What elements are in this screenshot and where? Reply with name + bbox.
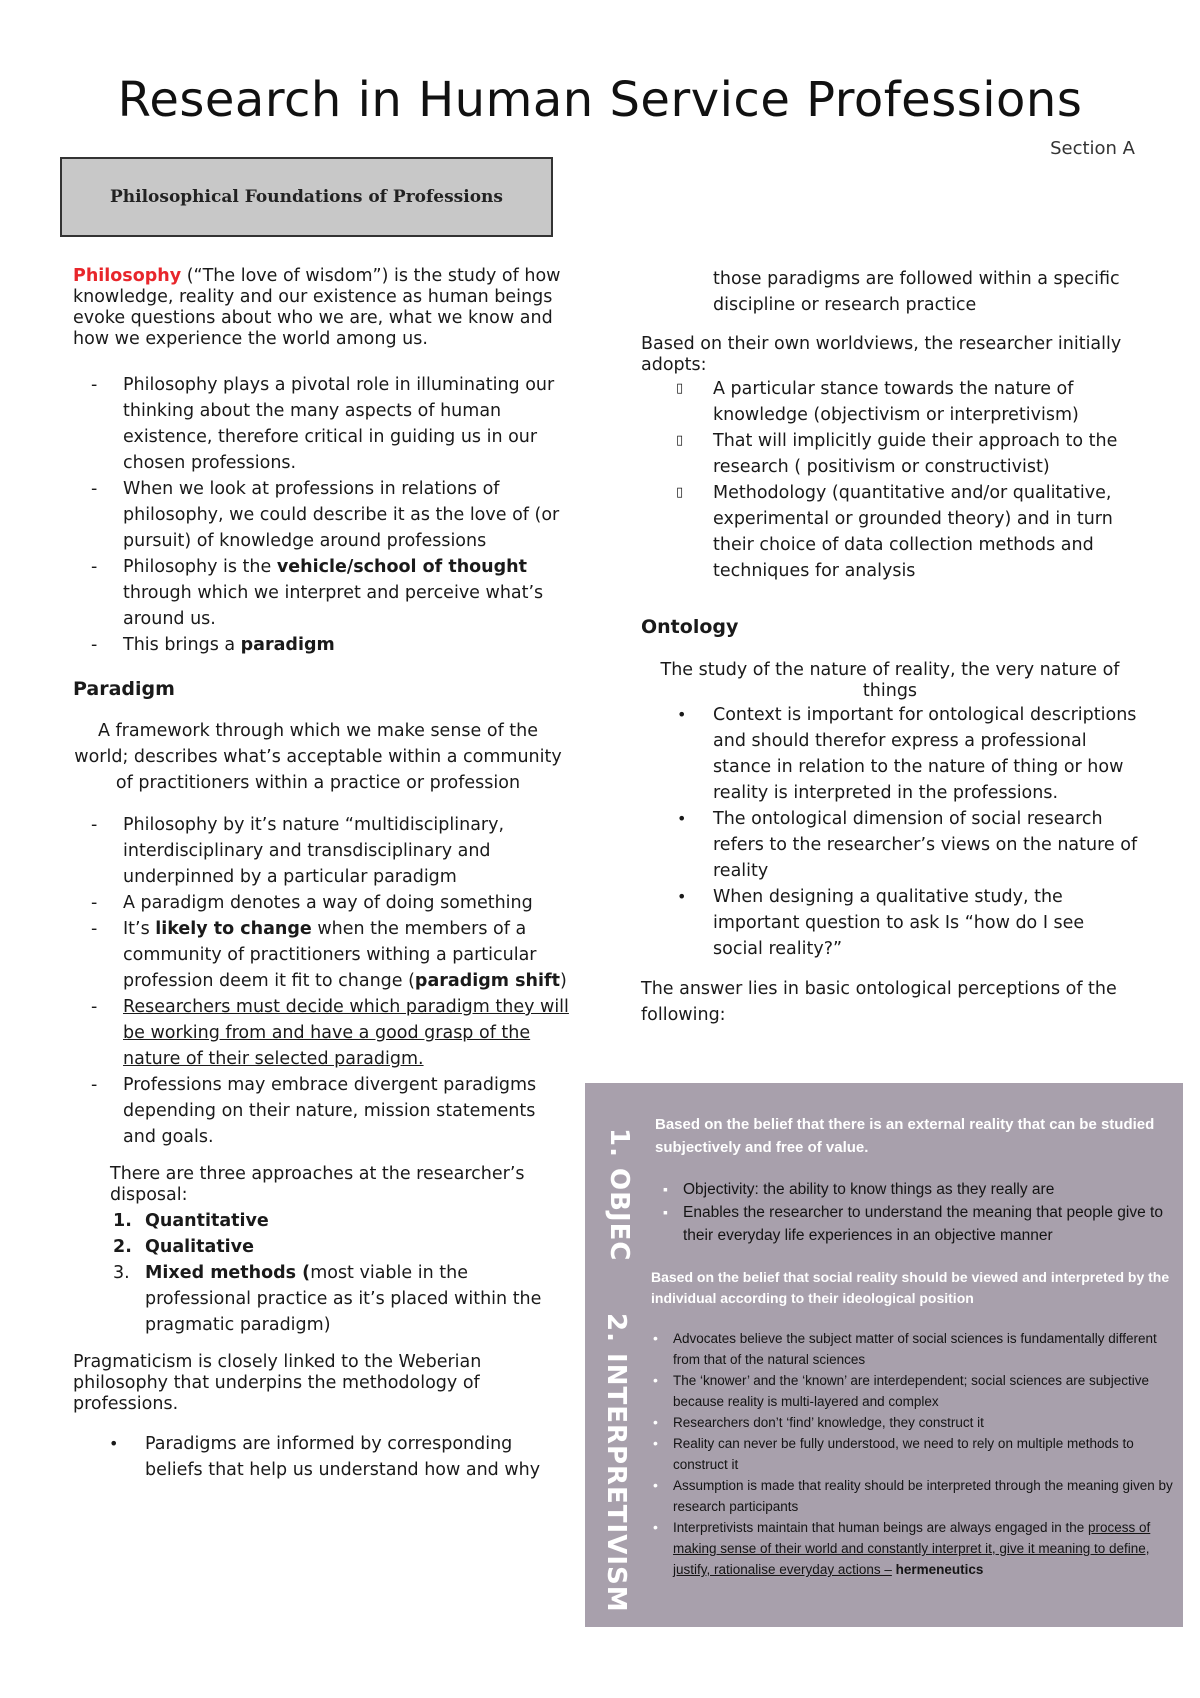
list-item: • Paradigms are informed by corresponding beliefs that help us understand how and why xyxy=(73,1431,573,1483)
section-heading-box xyxy=(60,157,553,237)
philosophy-bullets xyxy=(73,372,573,658)
approaches-list xyxy=(73,1208,573,1338)
right-column xyxy=(641,266,1139,1028)
adopt-list xyxy=(641,376,1139,584)
interpretivism-list xyxy=(645,1328,1175,1580)
tab-interpretivism: 2. INTERPRETIVISM xyxy=(601,1313,631,1613)
list-item: Mixed methods (most viable in the professional practice as it’s placed within the pragmatic paradigm) xyxy=(145,1263,542,1335)
list-item: • Context is important for ontological descriptions and should therefor express a professional stance in relation to the nature of thing or how reality is interpreted in the professions. xyxy=(641,702,1139,806)
list-item: • When designing a qualitative study, the important question to ask Is “how do I see social reality?” xyxy=(641,884,1139,962)
list-item: - Researchers must decide which paradigm they will be working from and have a good grasp of the nature of their selected paradigm. xyxy=(73,994,573,1072)
left-column xyxy=(73,266,573,1483)
section-heading-text: Philosophical Foundations of Professions xyxy=(109,187,503,207)
list-item: • The ontological dimension of social research refers to the researcher’s views on the nature of reality xyxy=(641,806,1139,884)
document-title: Research in Human Service Professions xyxy=(117,72,1083,128)
list-item: ▪ Enables the researcher to understand the meaning that people give to their everyday life experiences in an objective manner xyxy=(655,1201,1170,1247)
ontology-definition: The study of the nature of reality, the very nature of things xyxy=(660,660,1120,701)
section-label: Section A xyxy=(1050,138,1135,159)
list-item: • Interpretivists maintain that human beings are always engaged in the process of making sense of their world and constantly interpret it, give it meaning to define, justify, rationalise everyday actions – hermeneutics xyxy=(645,1517,1175,1580)
ontology-heading: Ontology xyxy=(641,616,739,638)
ontology-list xyxy=(641,702,1139,962)
interpretivism-heading: Based on the belief that social reality should be viewed and interpreted by the individual according to their ideological position xyxy=(651,1269,1170,1306)
list-item: ▪ Objectivity: the ability to know things as they really are xyxy=(655,1178,1170,1201)
list-item: Qualitative xyxy=(145,1237,254,1257)
paradigm-heading: Paradigm xyxy=(73,678,175,700)
list-item: • Assumption is made that reality should be interpreted through the meaning given by research participants xyxy=(645,1475,1175,1517)
list-item: - A paradigm denotes a way of doing something xyxy=(73,890,573,916)
list-item: • The ‘knower’ and the ‘known’ are interdependent; social sciences are subjective because reality is multi-layered and complex xyxy=(645,1370,1175,1412)
pragmatism-text: Pragmaticism is closely linked to the Weberian philosophy that underpins the methodology of professions. xyxy=(73,1352,482,1414)
paradigm-bullets xyxy=(73,812,573,1150)
paradigm-definition: A framework through which we make sense of the world; describes what’s acceptable within a community of practitioners within a practice or profession xyxy=(74,721,562,793)
ontology-panel xyxy=(585,1083,1183,1627)
worldviews-text: Based on their own worldviews, the researcher initially adopts: xyxy=(641,334,1122,375)
approaches-intro: There are three approaches at the researcher’s disposal: xyxy=(110,1164,525,1205)
paradigm-belief-bullets xyxy=(73,1431,573,1483)
list-item: • Reality can never be fully understood, we need to rely on multiple methods to construct it xyxy=(645,1433,1175,1475)
list-item: - Philosophy plays a pivotal role in illuminating our thinking about the many aspects of human existence, therefore critical in guiding us in our chosen professions. xyxy=(73,372,573,476)
list-item: ▯ That will implicitly guide their approach to the research ( positivism or constructivist) xyxy=(641,428,1139,480)
list-item: ▯ A particular stance towards the nature of knowledge (objectivism or interpretivism) xyxy=(641,376,1139,428)
philosophy-term: Philosophy xyxy=(73,266,182,286)
list-item: - This brings a paradigm xyxy=(73,632,573,658)
list-item: • Researchers don’t ‘find’ knowledge, they construct it xyxy=(645,1412,1175,1433)
list-item: - It’s likely to change when the members of a community of practitioners withing a particular profession deem it fit to change (paradigm shift) xyxy=(73,916,573,994)
list-item: Quantitative xyxy=(145,1211,269,1231)
continuation-text: those paradigms are followed within a specific discipline or research practice xyxy=(713,269,1120,315)
philosophy-intro: Philosophy (“The love of wisdom”) is the study of how knowledge, reality and our existence as human beings evoke questions about who we are, what we know and how we experience the world among us. xyxy=(73,266,561,349)
list-item: - Professions may embrace divergent paradigms depending on their nature, mission statements and goals. xyxy=(73,1072,573,1150)
objectivism-heading: Based on the belief that there is an external reality that can be studied subjectively and free of value. xyxy=(655,1116,1155,1156)
list-item: - Philosophy by it’s nature “multidisciplinary, interdisciplinary and transdisciplinary and underpinned by a particular paradigm xyxy=(73,812,573,890)
list-item: • Advocates believe the subject matter of social sciences is fundamentally different from that of the natural sciences xyxy=(645,1328,1175,1370)
answer-text: The answer lies in basic ontological perceptions of the following: xyxy=(641,979,1117,1025)
list-item: - Philosophy is the vehicle/school of thought through which we interpret and perceive what’s around us. xyxy=(73,554,573,632)
objectivism-list xyxy=(655,1178,1170,1247)
tab-objectivism: 1. OBJEC xyxy=(604,1128,634,1262)
list-item: ▯ Methodology (quantitative and/or qualitative, experimental or grounded theory) and in turn their choice of data collection methods and techniques for analysis xyxy=(641,480,1139,584)
list-item: - When we look at professions in relations of philosophy, we could describe it as the love of (or pursuit) of knowledge around professions xyxy=(73,476,573,554)
